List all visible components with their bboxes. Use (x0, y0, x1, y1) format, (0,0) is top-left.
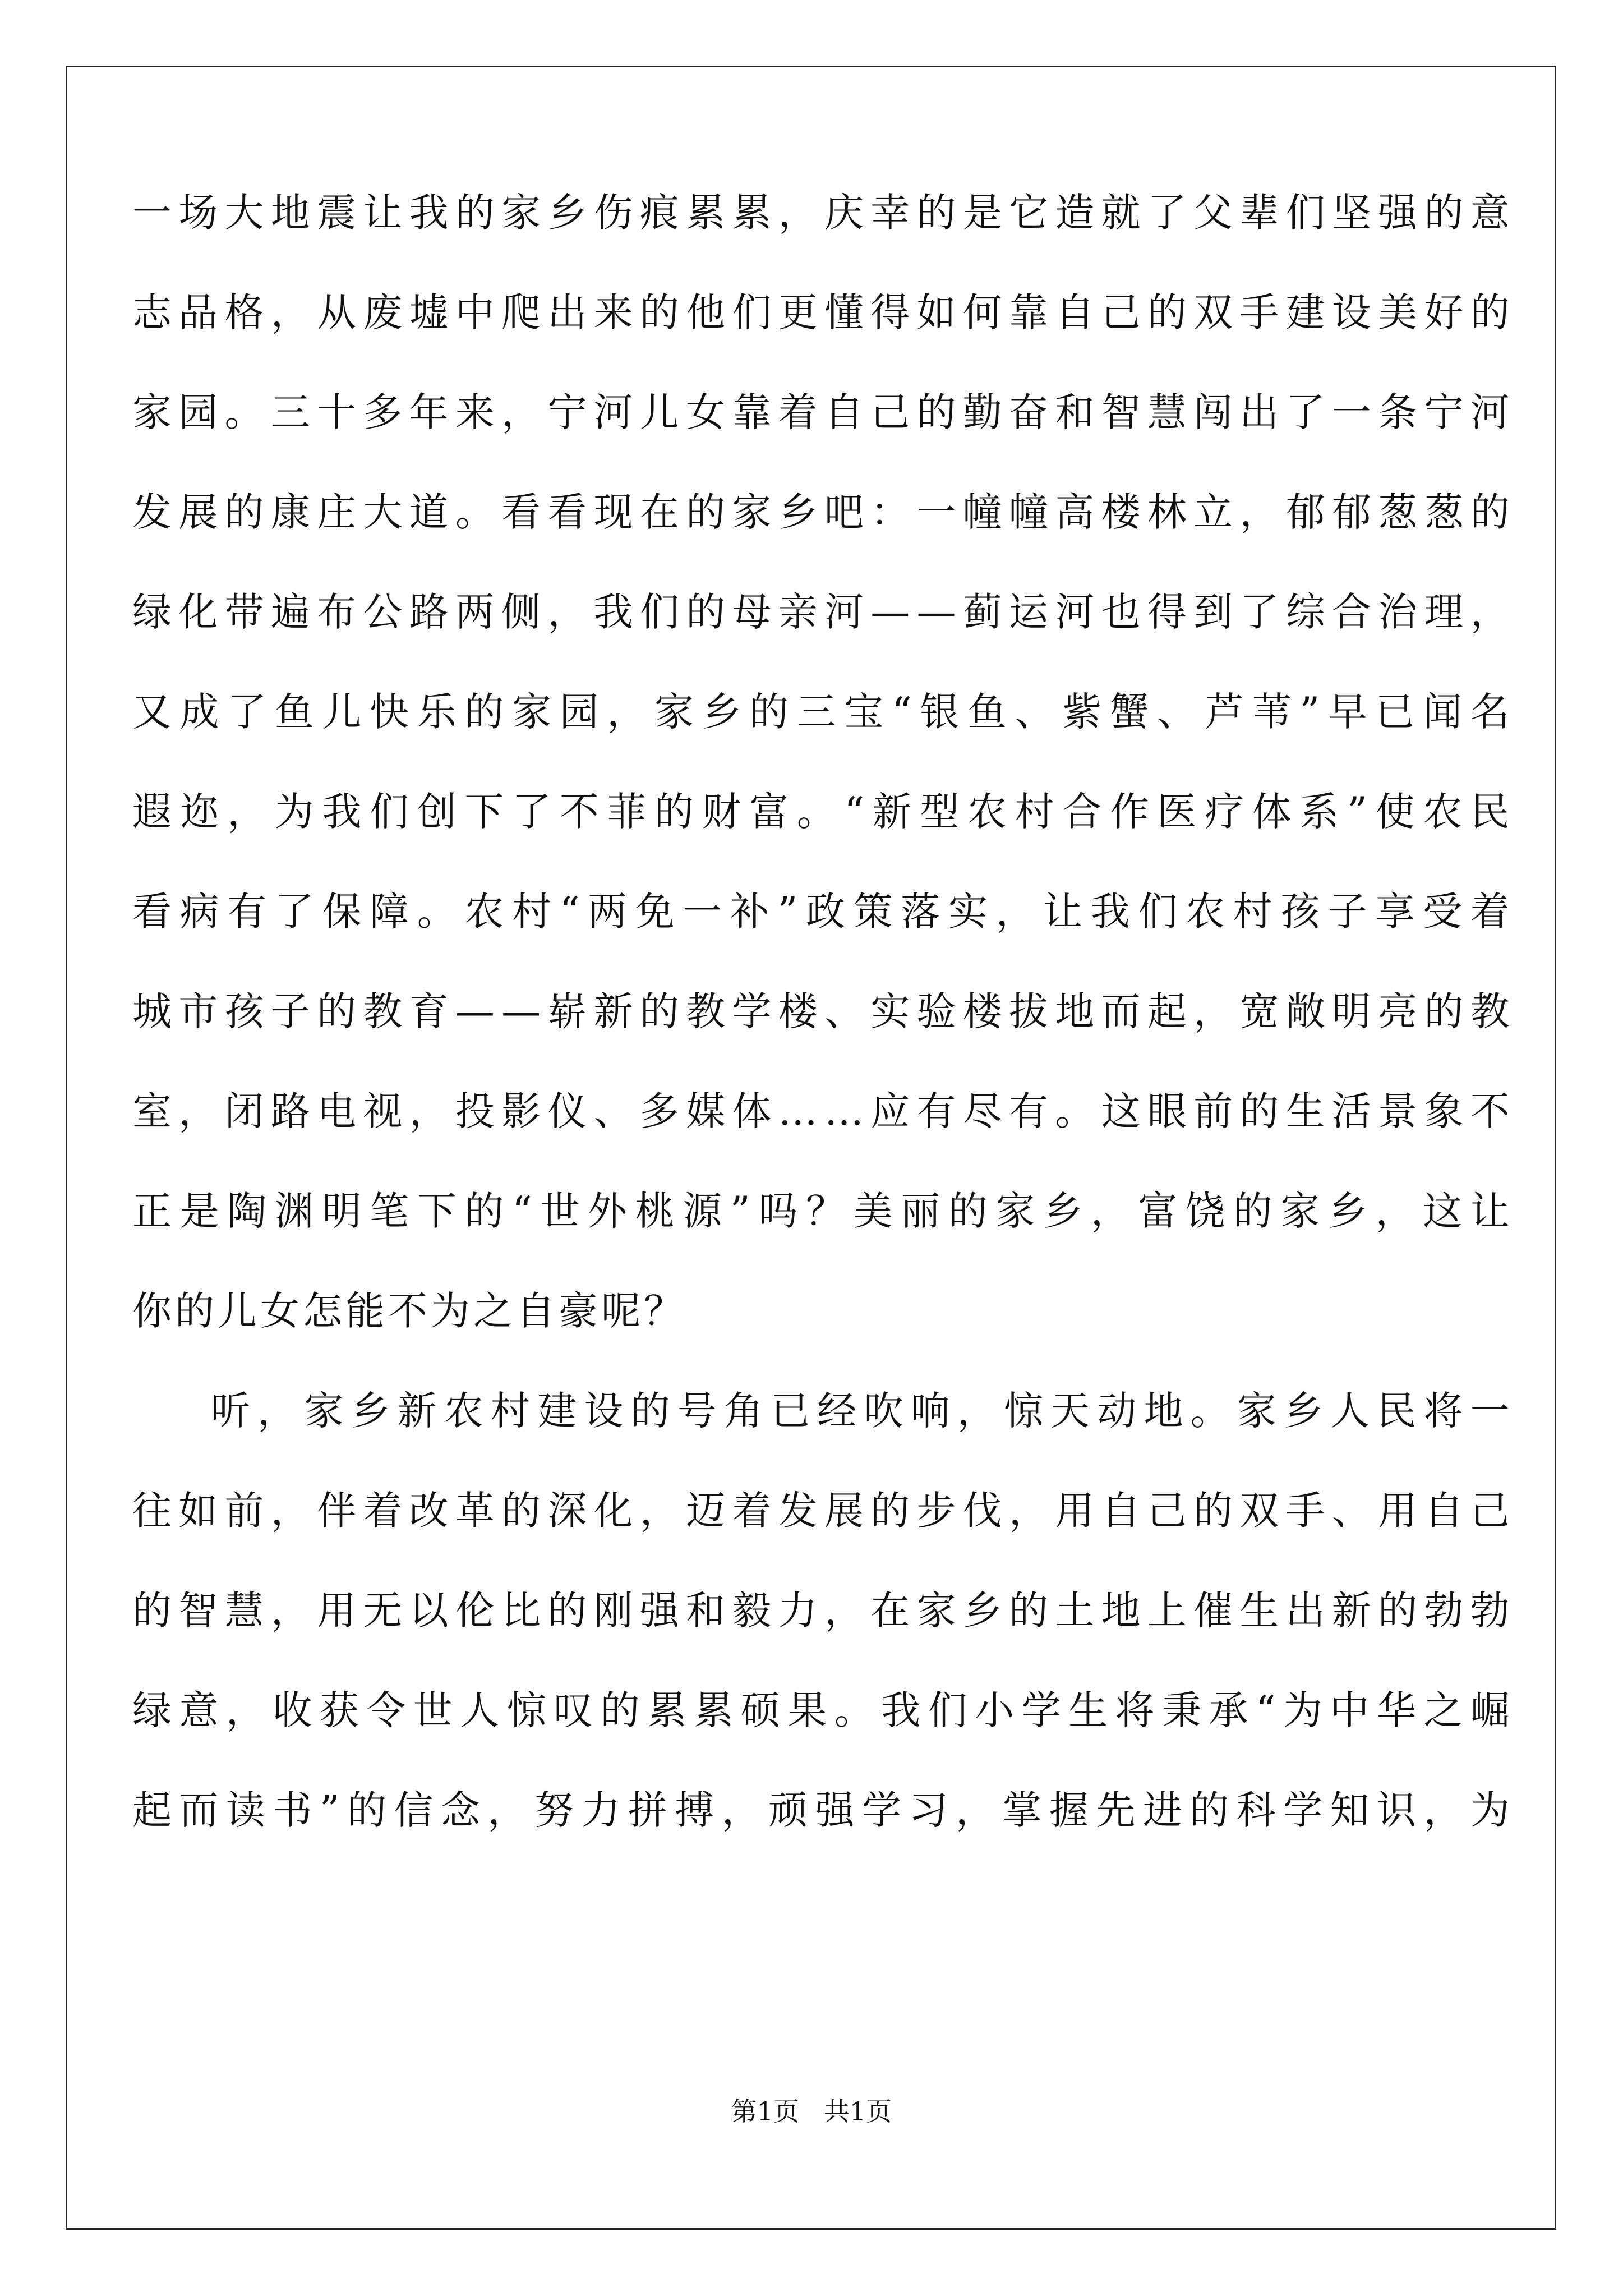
document-body (132, 163, 1510, 1860)
text-line: 室 ， 闭 路 电 视 ， 投 影 仪 、 多 媒 体 … … 应 有 尽 有 。 这 眼 前 的 生 活 景 象 不 (132, 1088, 1510, 1134)
page-footer: 第1页 共1页 (731, 2096, 892, 2127)
text-line: 城 市 孩 子 的 教 育 — — 崭 新 的 教 学 楼 、 实 验 楼 拔 地 而 起 ， 宽 敞 明 亮 的 教 (132, 988, 1510, 1034)
text-line: 志 品 格 ， 从 废 墟 中 爬 出 来 的 他 们 更 懂 得 如 何 靠 自 己 的 双 手 建 设 美 好 的 (132, 289, 1510, 335)
text-line: 绿 化 带 遍 布 公 路 两 侧 ， 我 们 的 母 亲 河 — — 蓟 运 河 也 得 到 了 综 合 治 理 ， (132, 589, 1510, 635)
text-line: 看 病 有 了 保 障 。 农 村 “ 两 免 一 补 ” 政 策 落 实 ， 让 我 们 农 村 孩 子 享 受 着 (132, 889, 1510, 935)
text-line: 起 而 读 书 ” 的 信 念 ， 努 力 拼 搏 ， 顽 强 学 习 ， 掌 握 先 进 的 科 学 知 识 ， 为 (132, 1787, 1510, 1833)
text-line: 听 ， 家 乡 新 农 村 建 设 的 号 角 已 经 吹 响 ， 惊 天 动 地 。 家 乡 人 民 将 一 (211, 1388, 1510, 1434)
text-line: 往 如 前 ， 伴 着 改 革 的 深 化 ， 迈 着 发 展 的 步 伐 ， 用 自 己 的 双 手 、 用 自 己 (132, 1488, 1510, 1534)
text-line: 一 场 大 地 震 让 我 的 家 乡 伤 痕 累 累 ， 庆 幸 的 是 它 造 就 了 父 辈 们 坚 强 的 意 (132, 190, 1510, 236)
text-line: 绿 意 ， 收 获 令 世 人 惊 叹 的 累 累 硕 果 。 我 们 小 学 生 将 秉 承 “ 为 中 华 之 崛 (132, 1687, 1510, 1733)
text-line: 的 智 慧 ， 用 无 以 伦 比 的 刚 强 和 毅 力 ， 在 家 乡 的 土 地 上 催 生 出 新 的 勃 勃 (132, 1588, 1510, 1634)
text-line: 家 园 。 三 十 多 年 来 ， 宁 河 儿 女 靠 着 自 己 的 勤 奋 和 智 慧 闯 出 了 一 条 宁 河 (132, 389, 1510, 435)
text-line: 你的儿女怎能不为之自豪呢？ (132, 1288, 686, 1334)
text-line: 又 成 了 鱼 儿 快 乐 的 家 园 ， 家 乡 的 三 宝 “ 银 鱼 、 紫 蟹 、 芦 苇 ” 早 已 闻 名 (132, 689, 1510, 735)
text-line: 遐 迩 ， 为 我 们 创 下 了 不 菲 的 财 富 。 “ 新 型 农 村 合 作 医 疗 体 系 ” 使 农 民 (132, 789, 1510, 835)
text-line: 正 是 陶 渊 明 笔 下 的 “ 世 外 桃 源 ” 吗 ？ 美 丽 的 家 乡 ， 富 饶 的 家 乡 ， 这 让 (132, 1188, 1510, 1234)
text-line: 发 展 的 康 庄 大 道 。 看 看 现 在 的 家 乡 吧 ： 一 幢 幢 高 楼 林 立 ， 郁 郁 葱 葱 的 (132, 489, 1510, 535)
